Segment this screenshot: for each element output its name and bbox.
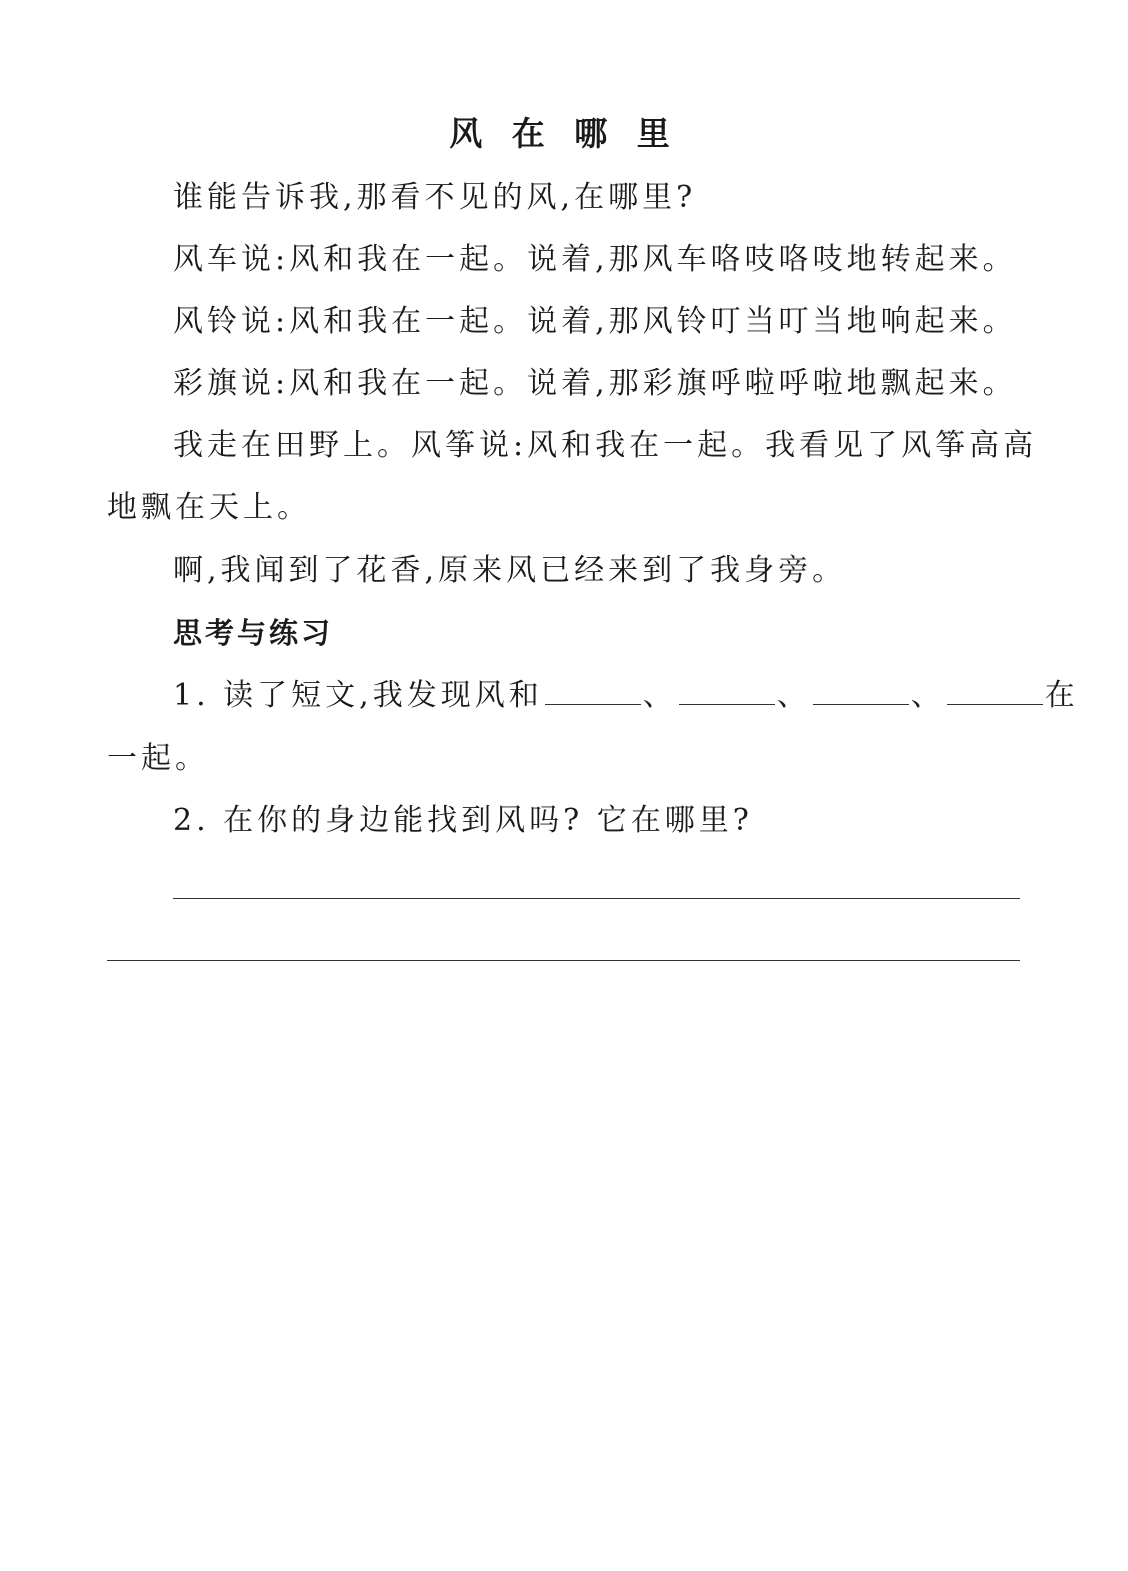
question-1	[173, 676, 1079, 716]
page-title: 风 在 哪 里	[449, 114, 679, 153]
question-1-prefix: 1. 读了短文,我发现风和	[173, 678, 543, 713]
answer-line-1[interactable]	[173, 898, 1020, 899]
question-1-wrap: 一起。	[107, 741, 209, 776]
answer-blank-1[interactable]	[545, 678, 641, 705]
paragraph-6: 啊,我闻到了花香,原来风已经来到了我身旁。	[173, 553, 847, 588]
answer-line-2[interactable]	[107, 960, 1020, 961]
answer-blank-2[interactable]	[679, 678, 775, 705]
answer-blank-4[interactable]	[947, 678, 1043, 705]
paragraph-3: 风铃说:风和我在一起。说着,那风铃叮当叮当地响起来。	[173, 304, 1017, 339]
paragraph-4: 彩旗说:风和我在一起。说着,那彩旗呼啦呼啦地飘起来。	[173, 366, 1017, 401]
blank-separator: 、	[910, 678, 945, 713]
paragraph-5-line-1: 我走在田野上。风筝说:风和我在一起。我看见了风筝高高	[173, 428, 1038, 463]
exercise-heading: 思考与练习	[173, 616, 334, 650]
answer-blank-3[interactable]	[813, 678, 909, 705]
paragraph-2: 风车说:风和我在一起。说着,那风车咯吱咯吱地转起来。	[173, 242, 1017, 277]
question-2: 2. 在你的身边能找到风吗? 它在哪里?	[173, 803, 753, 838]
blank-separator: 、	[642, 678, 677, 713]
question-1-suffix: 在	[1044, 678, 1079, 713]
blank-separator: 、	[776, 678, 811, 713]
paragraph-5-line-2: 地飘在天上。	[107, 490, 311, 525]
paragraph-1: 谁能告诉我,那看不见的风,在哪里?	[173, 180, 697, 215]
